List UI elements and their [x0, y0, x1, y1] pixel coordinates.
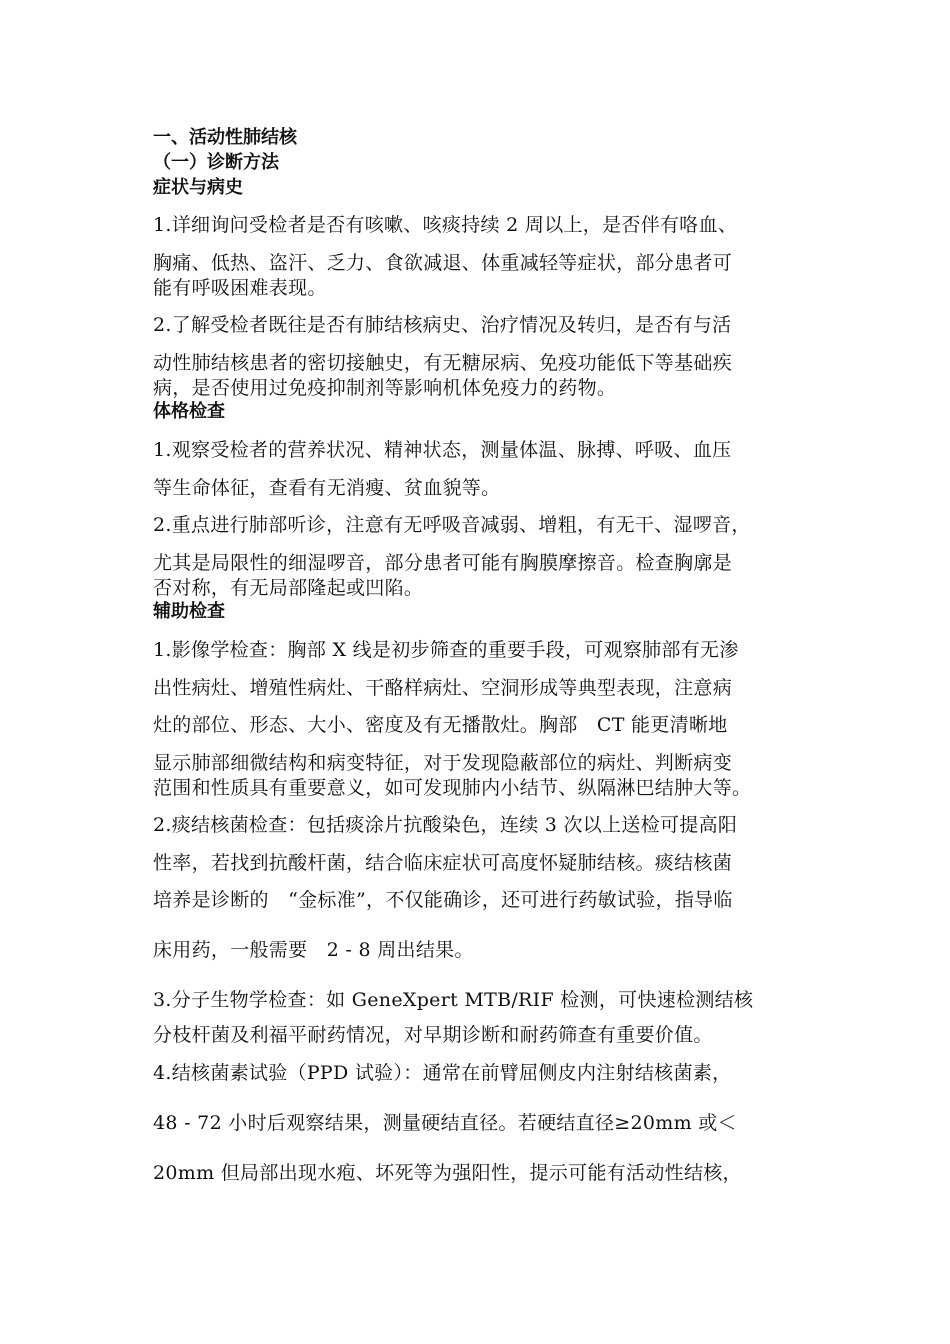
text-line: 灶的部位、形态、大小、密度及有无播散灶。胸部 CT 能更清晰地: [153, 714, 728, 736]
text-line: 动性肺结核患者的密切接触史，有无糖尿病、免疫功能低下等基础疾: [153, 352, 733, 374]
text-line: 尤其是局限性的细湿啰音，部分患者可能有胸膜摩擦音。检查胸廓是: [153, 552, 733, 574]
text-line: 2.痰结核菌检查：包括痰涂片抗酸染色，连续 3 次以上送检可提高阳: [153, 814, 738, 836]
text-line: 胸痛、低热、盗汗、乏力、食欲减退、体重减轻等症状，部分患者可: [153, 252, 733, 274]
section-title: 一、活动性肺结核: [153, 127, 297, 148]
text-line: 1.观察受检者的营养状况、精神状态，测量体温、脉搏、呼吸、血压: [153, 439, 732, 461]
text-line: 培养是诊断的 “金标准”，不仅能确诊，还可进行药敏试验，指导临: [153, 889, 733, 911]
text-line: 20mm 但局部出现水疱、坏死等为强阳性，提示可能有活动性结核，: [153, 1162, 742, 1184]
text-line: 2.了解受检者既往是否有肺结核病史、治疗情况及转归，是否有与活: [153, 314, 732, 336]
subsection-title: （一）诊断方法: [153, 152, 279, 173]
text-line: 否对称，有无局部隆起或凹陷。: [153, 577, 424, 599]
text-line: 4.结核菌素试验（PPD 试验）：通常在前臂屈侧皮内注射结核菌素，: [153, 1062, 732, 1084]
text-line: 1.详细询问受检者是否有咳嗽、咳痰持续 2 周以上，是否伴有咯血、: [153, 214, 738, 236]
text-line: 显示肺部细微结构和病变特征，对于发现隐蔽部位的病灶、判断病变: [153, 752, 733, 774]
heading-auxiliary: 辅助检查: [153, 601, 225, 622]
text-line: 48 - 72 小时后观察结果，测量硬结直径。若硬结直径≥20mm 或＜: [153, 1112, 737, 1134]
text-line: 能有呼吸困难表现。: [153, 277, 327, 299]
text-line: 2.重点进行肺部听诊，注意有无呼吸音减弱、增粗，有无干、湿啰音，: [153, 514, 751, 536]
text-line: 病，是否使用过免疫抑制剂等影响机体免疫力的药物。: [153, 377, 617, 399]
text-line: 床用药，一般需要 2 - 8 周出结果。: [153, 939, 474, 961]
text-line: 分枝杆菌及利福平耐药情况，对早期诊断和耐药筛查有重要价值。: [153, 1024, 713, 1046]
heading-history: 症状与病史: [153, 177, 243, 198]
text-line: 1.影像学检查：胸部 X 线是初步筛查的重要手段，可观察肺部有无渗: [153, 639, 739, 661]
text-line: 性率，若找到抗酸杆菌，结合临床症状可高度怀疑肺结核。痰结核菌: [153, 852, 733, 874]
heading-physical: 体格检查: [153, 401, 225, 422]
text-line: 出性病灶、增殖性病灶、干酪样病灶、空洞形成等典型表现，注意病: [153, 677, 733, 699]
text-line: 3.分子生物学检查：如 GeneXpert MTB/RIF 检测，可快速检测结核: [153, 989, 754, 1011]
text-line: 等生命体征，查看有无消瘦、贫血貌等。: [153, 477, 501, 499]
text-line: 范围和性质具有重要意义，如可发现肺内小结节、纵隔淋巴结肿大等。: [153, 777, 752, 799]
